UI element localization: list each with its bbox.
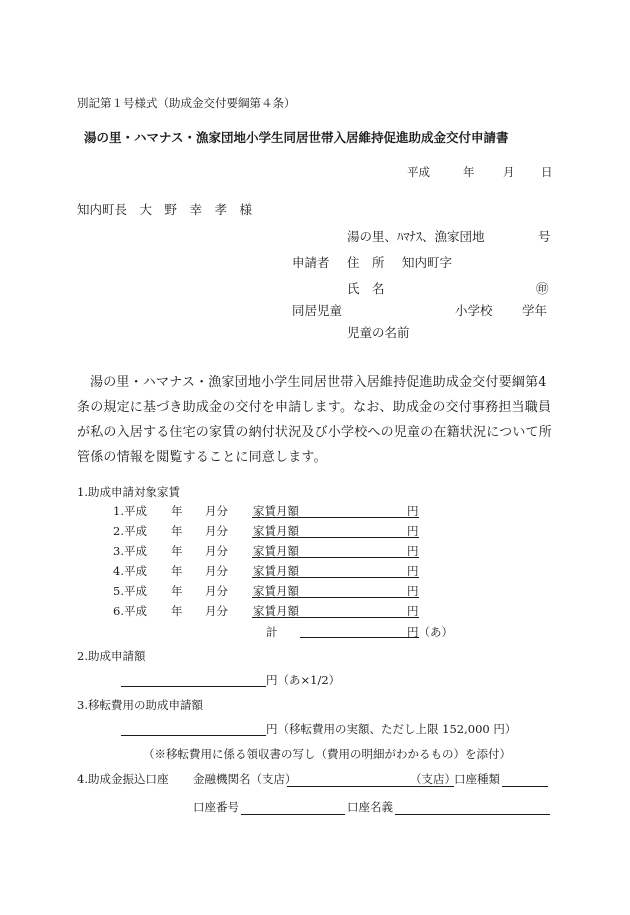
rent-row-year: 年 <box>171 524 183 538</box>
application-amount-suffix: 円（あ×1/2） <box>266 673 341 687</box>
account-name-field[interactable] <box>395 814 550 815</box>
relocation-amount-field[interactable] <box>121 735 266 736</box>
section1-heading: 1.助成申請対象家賃 <box>77 485 180 499</box>
date-month-label: 月 <box>503 165 515 179</box>
rent-row-label: 家賃月額 <box>253 564 299 578</box>
receipt-attachment-note: （※移転費用に係る領収書の写し（費用の明細がわかるもの）を添付） <box>143 747 511 761</box>
addressee: 知内町長 大 野 幸 孝 様 <box>77 202 253 217</box>
account-type-label: 口座種類 <box>454 772 500 786</box>
rent-row-amount-field[interactable] <box>252 617 419 618</box>
rent-row-label: 家賃月額 <box>253 584 299 598</box>
rent-row-amount-field[interactable] <box>252 517 419 518</box>
rent-row-label: 家賃月額 <box>253 544 299 558</box>
child-label: 同居児童 <box>292 303 343 318</box>
rent-row-month: 月分 <box>205 584 228 598</box>
rent-row-amount-field[interactable] <box>252 557 419 558</box>
rent-row-label: 家賃月額 <box>253 604 299 618</box>
housing-complex-label: 湯の里、ﾊﾏﾅｽ、漁家団地 <box>347 229 485 244</box>
rent-row-amount-field[interactable] <box>252 537 419 538</box>
rent-row-month: 月分 <box>205 604 228 618</box>
account-number-label: 口座番号 <box>193 800 239 814</box>
section4-heading: 4.助成金振込口座 <box>77 772 169 786</box>
house-number-suffix: 号 <box>538 229 551 244</box>
account-name-label: 口座名義 <box>347 800 393 814</box>
consent-paragraph: 湯の里・ハマナス・漁家団地小学生同居世帯入居維持促進助成金交付要綱第4条の規定に基づき助成金の交付を申請します。なお、助成金の交付事務担当職員が私の入居する住宅の家賃の納付状況及び小学校への児童の在籍状況について所管係の情報を閲覧することに同意します。 <box>77 375 552 465</box>
rent-row-unit: 円 <box>407 504 419 518</box>
school-label: 小学校 <box>455 303 493 318</box>
rent-row-number: 2.平成 <box>113 524 147 538</box>
total-amount-field[interactable] <box>300 637 419 638</box>
rent-row-year: 年 <box>171 604 183 618</box>
total-label: 計 <box>266 625 278 639</box>
applicant-role-label: 申請者 <box>292 255 330 270</box>
rent-row-label: 家賃月額 <box>253 504 299 518</box>
rent-row-number: 1.平成 <box>113 504 147 518</box>
rent-row-unit: 円 <box>407 564 419 578</box>
application-amount-field[interactable] <box>121 686 266 687</box>
form-reference: 別記第１号様式（助成金交付要綱第４条） <box>77 96 296 110</box>
relocation-amount-suffix: 円（移転費用の実額、ただし上限 152,000 円） <box>266 722 517 736</box>
rent-row-year: 年 <box>171 584 183 598</box>
rent-row-unit: 円 <box>407 584 419 598</box>
rent-row-amount-field[interactable] <box>252 597 419 598</box>
section3-heading: 3.移転費用の助成申請額 <box>77 698 203 712</box>
seal-mark: ㊞ <box>536 281 549 296</box>
rent-row-year: 年 <box>171 564 183 578</box>
rent-row-month: 月分 <box>205 564 228 578</box>
bank-name-field[interactable] <box>287 786 410 787</box>
address-label: 住 所 <box>347 255 385 270</box>
rent-row-month: 月分 <box>205 504 228 518</box>
section2-heading: 2.助成申請額 <box>77 649 146 663</box>
rent-row-unit: 円 <box>407 524 419 538</box>
rent-row-number: 4.平成 <box>113 564 147 578</box>
bank-name-label: 金融機関名（支店） <box>193 772 297 786</box>
rent-row-amount-field[interactable] <box>252 577 419 578</box>
rent-row-number: 6.平成 <box>113 604 147 618</box>
rent-row-year: 年 <box>171 544 183 558</box>
rent-row-number: 5.平成 <box>113 584 147 598</box>
rent-row-label: 家賃月額 <box>253 524 299 538</box>
grade-label: 学年 <box>522 303 548 318</box>
name-label: 氏 名 <box>347 281 385 296</box>
rent-row-unit: 円 <box>407 604 419 618</box>
branch-label: （支店） <box>410 772 456 786</box>
branch-underline <box>410 786 454 787</box>
rent-row-number: 3.平成 <box>113 544 147 558</box>
address-value: 知内町字 <box>402 255 453 270</box>
form-title: 湯の里・ハマナス・漁家団地小学生同居世帯入居維持促進助成金交付申請書 <box>84 130 509 145</box>
date-era: 平成 <box>407 165 430 179</box>
account-number-field[interactable] <box>241 814 345 815</box>
date-day-label: 日 <box>541 165 553 179</box>
account-type-field[interactable] <box>502 786 548 787</box>
rent-row-month: 月分 <box>205 544 228 558</box>
date-year-label: 年 <box>463 165 475 179</box>
rent-row-month: 月分 <box>205 524 228 538</box>
child-name-label: 児童の名前 <box>347 325 410 340</box>
rent-row-year: 年 <box>171 504 183 518</box>
total-unit: 円（あ） <box>407 625 453 639</box>
rent-row-unit: 円 <box>407 544 419 558</box>
